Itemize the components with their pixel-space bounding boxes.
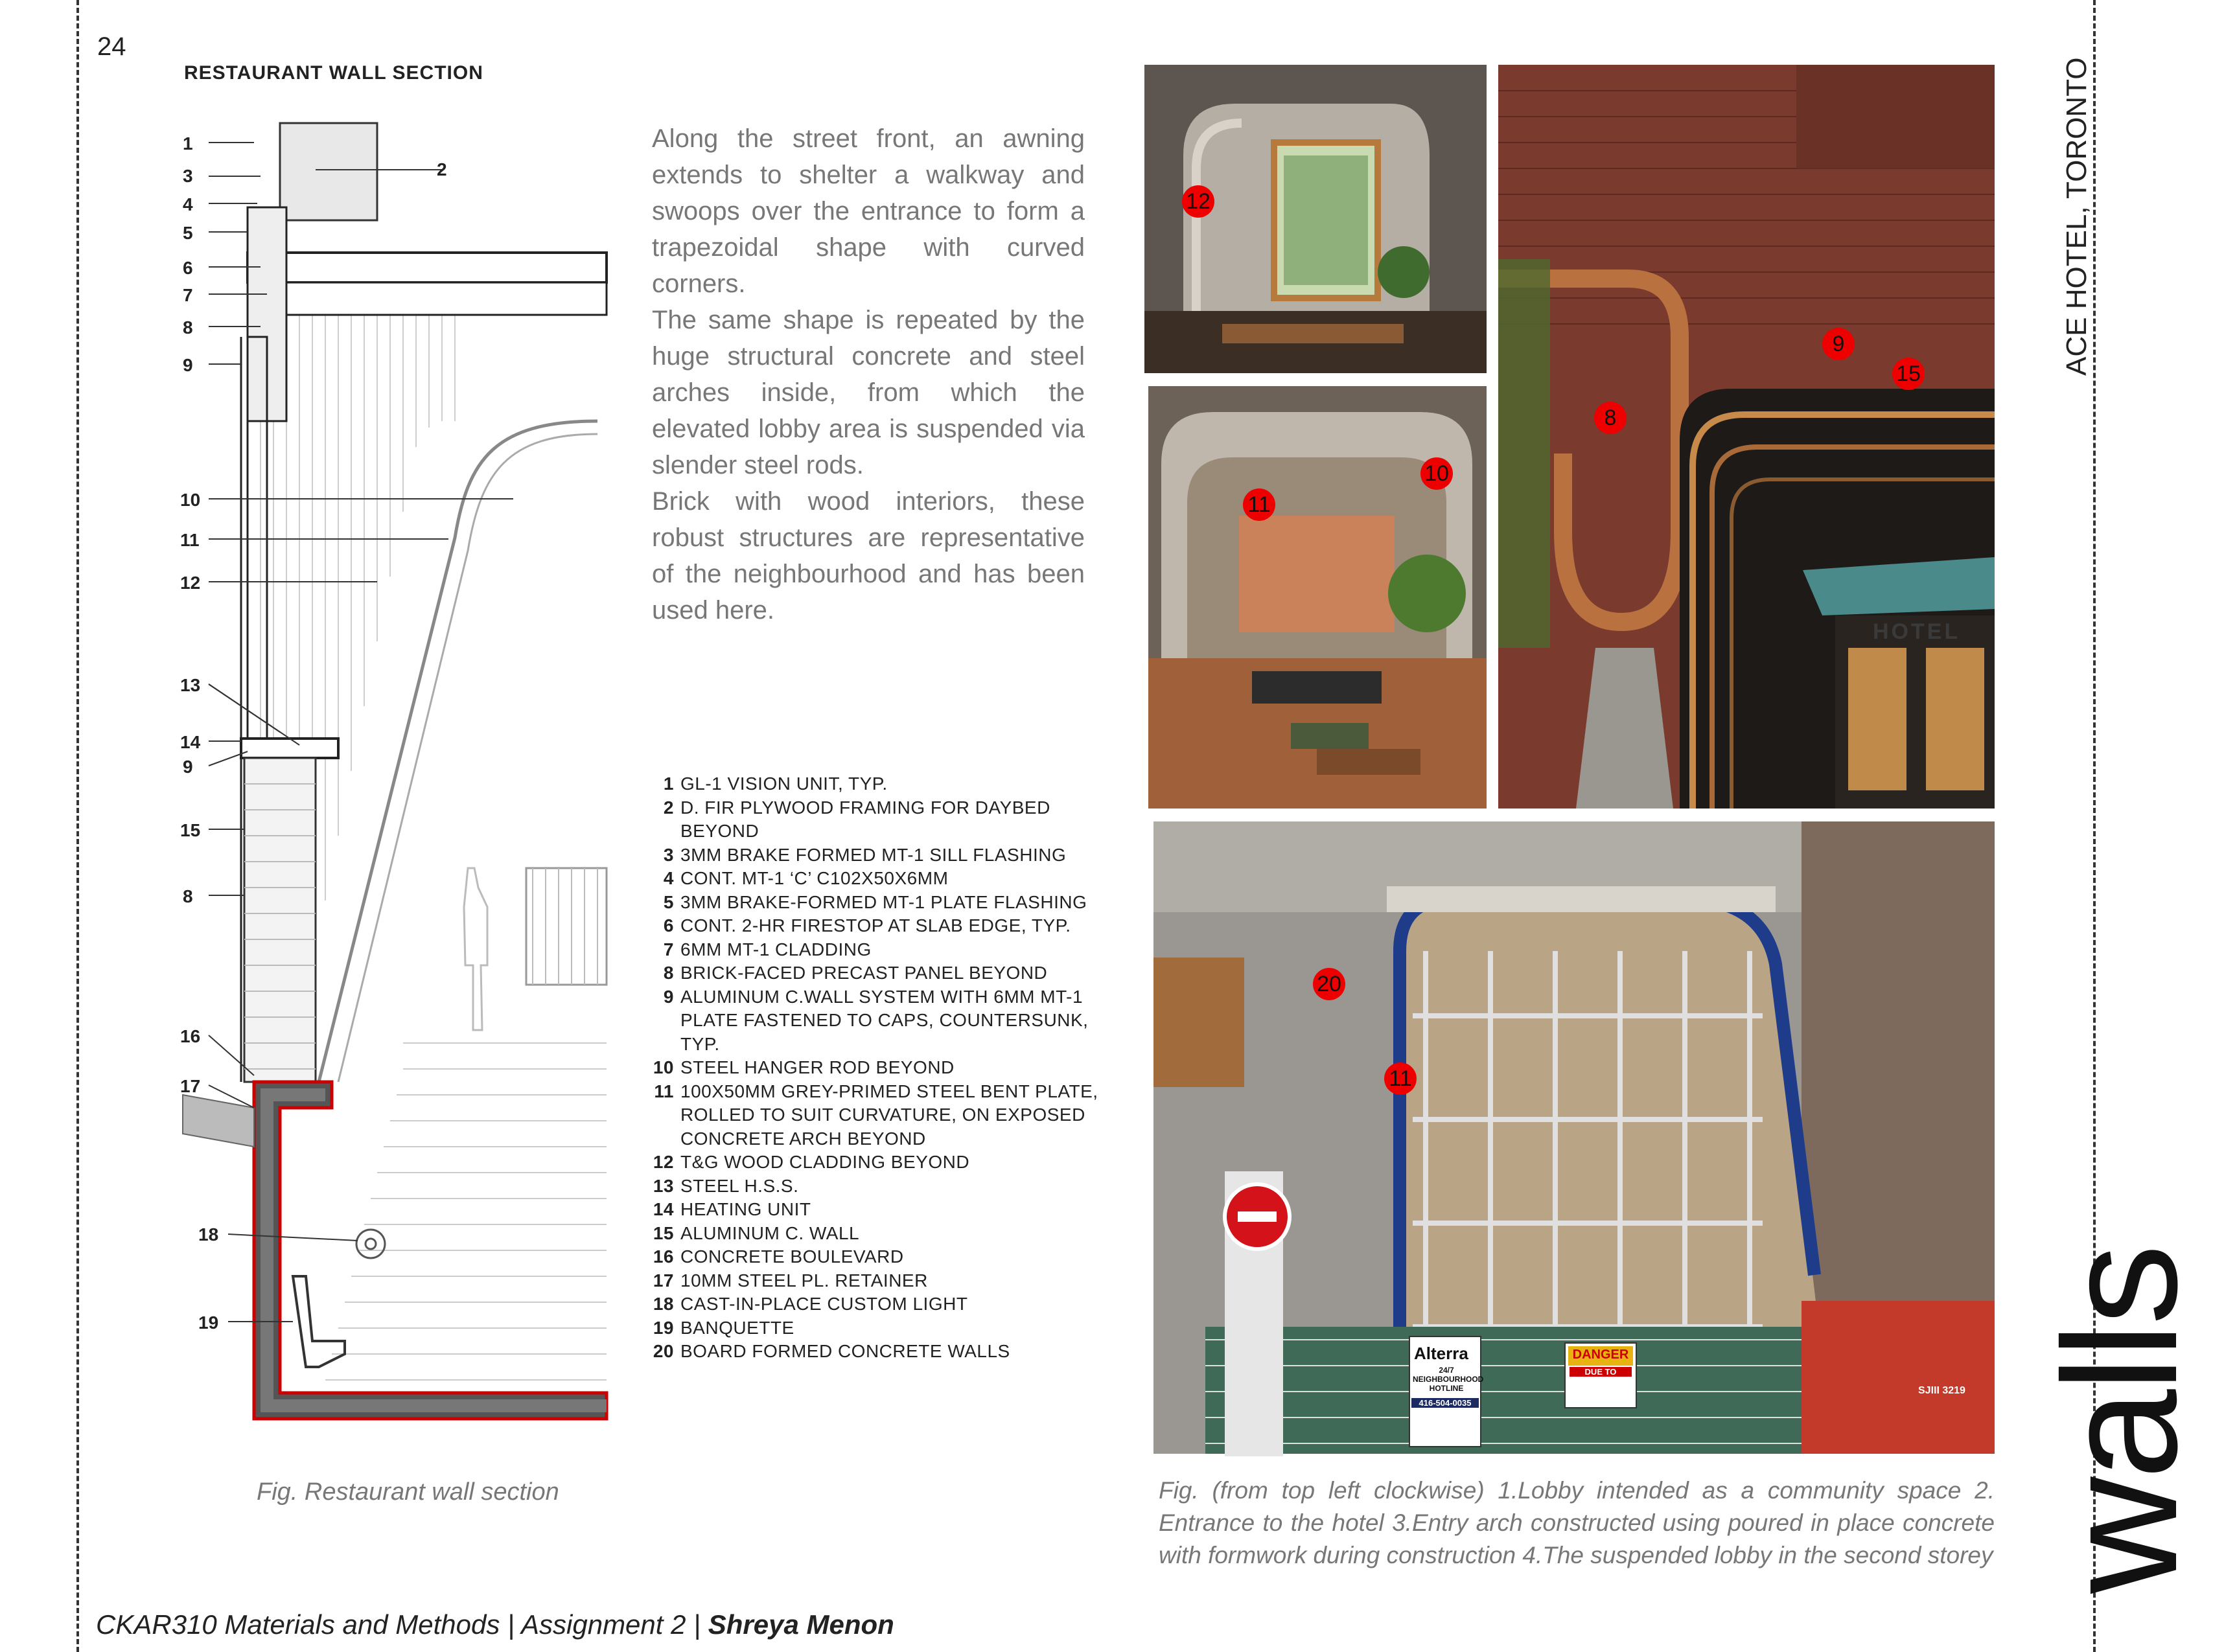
footer xyxy=(96,1609,894,1640)
legend-item: 16 CONCRETE BOULEVARD xyxy=(653,1246,904,1267)
legend-item: 3 3MM BRAKE FORMED MT-1 SILL FLASHING xyxy=(663,844,1067,865)
hotel-sign: HOTEL xyxy=(1873,619,1961,644)
side-title xyxy=(2061,52,2094,389)
callout-12: 12 xyxy=(180,573,201,593)
callout-19: 19 xyxy=(198,1313,219,1333)
photo-marker: 11 xyxy=(1243,488,1275,521)
walls-heading: walls xyxy=(2030,1246,2210,1594)
photo-marker: 9 xyxy=(1822,328,1855,360)
alterra-hotline: 24/7 NEIGHBOURHOOD HOTLINE xyxy=(1413,1366,1484,1393)
legend-item: 18 CAST-IN-PLACE CUSTOM LIGHT xyxy=(653,1294,968,1314)
callout-1: 1 xyxy=(183,133,193,154)
topic-word xyxy=(2015,1192,2210,1600)
footer-author: Shreya Menon xyxy=(708,1609,894,1640)
callout-2: 2 xyxy=(437,159,447,179)
callout-9: 9 xyxy=(183,355,193,375)
danger-sub: DUE TO xyxy=(1570,1367,1632,1377)
legend-item: 5 3MM BRAKE-FORMED MT-1 PLATE FLASHING xyxy=(663,891,1087,912)
callout-16: 16 xyxy=(180,1026,201,1046)
legend-item: 15 ALUMINUM C. WALL xyxy=(653,1222,860,1243)
danger-sign: DANGER xyxy=(1572,1348,1629,1362)
drawing-callouts xyxy=(180,123,248,1367)
legend-item: 10 STEEL HANGER ROD BEYOND xyxy=(653,1057,955,1077)
legend-item: 1 GL-1 VISION UNIT, TYP. xyxy=(663,774,888,794)
callout-8: 8 xyxy=(183,317,193,338)
legend-item: 19 BANQUETTE xyxy=(653,1317,794,1338)
legend-item: 20 BOARD FORMED CONCRETE WALLS xyxy=(653,1341,1010,1361)
legend-item: 2 D. FIR PLYWOOD FRAMING FOR DAYBED BEYOND xyxy=(663,797,1050,841)
legend-item: 8 BRICK-FACED PRECAST PANEL BEYOND xyxy=(663,963,1048,983)
callout-9b: 9 xyxy=(183,757,193,777)
legend-item: 17 10MM STEEL PL. RETAINER xyxy=(653,1270,928,1291)
description-paragraph-3: Brick with wood interiors, these robust structures are representative of the neighbourhood and has been used here. xyxy=(652,487,1085,625)
callout-10: 10 xyxy=(180,490,201,510)
entrance-photo xyxy=(1498,65,1995,809)
construction-photo xyxy=(1153,821,1995,1454)
callout-13: 13 xyxy=(180,675,201,695)
legend-item: 14 HEATING UNIT xyxy=(653,1199,811,1219)
photo-marker: 8 xyxy=(1594,402,1627,434)
legend-item: 12 T&G WOOD CLADDING BEYOND xyxy=(653,1152,970,1172)
legend-item: 9 ALUMINUM C.WALL SYSTEM WITH 6MM MT-1 PLATE FASTENED TO CAPS, COUNTERSUNK, TYP. xyxy=(663,986,1089,1054)
drawing-legend xyxy=(648,772,1102,1364)
page-number: 24 xyxy=(97,32,126,61)
callout-8b: 8 xyxy=(183,886,193,906)
callout-18: 18 xyxy=(198,1224,219,1245)
lounge-photo xyxy=(1148,386,1487,809)
photo-marker: 11 xyxy=(1384,1062,1417,1095)
legend-item: 6 CONT. 2-HR FIRESTOP AT SLAB EDGE, TYP. xyxy=(663,915,1071,935)
alterra-phone: 416-504-0035 xyxy=(1411,1398,1479,1408)
description-text xyxy=(652,120,1085,628)
legend-item: 7 6MM MT-1 CLADDING xyxy=(663,939,872,959)
legend-item: 13 STEEL H.S.S. xyxy=(653,1175,799,1196)
photos-caption: Fig. (from top left clockwise) 1.Lobby intended as a community space 2. Entrance to the hotel 3.Entry arch constructed using poured in place concrete with formwork during construction 4.The suspended lobby in the second storey xyxy=(1159,1477,1995,1568)
description-paragraph-1: Along the street front, an awning extends to shelter a walkway and swoops over the entrance to form a trapezoidal shape with curved corners. xyxy=(652,124,1085,298)
photo-marker: 12 xyxy=(1182,185,1214,218)
legend-item: 11 100X50MM GREY-PRIMED STEEL BENT PLATE, ROLLED TO SUIT CURVATURE, ON EXPOSED CONCRETE ARCH BEYOND xyxy=(654,1081,1098,1149)
photo-marker: 20 xyxy=(1313,968,1345,1000)
callout-15: 15 xyxy=(180,820,201,840)
callout-4: 4 xyxy=(183,194,193,214)
photo-marker: 10 xyxy=(1420,457,1453,490)
callout-7: 7 xyxy=(183,285,193,305)
lift-id: SJIII 3219 xyxy=(1918,1385,1965,1396)
legend-item: 4 CONT. MT-1 ‘C’ C102X50X6MM xyxy=(663,868,949,888)
callout-3: 3 xyxy=(183,166,193,186)
left-dashed-border xyxy=(76,0,79,1652)
callout-17: 17 xyxy=(180,1076,201,1096)
alterra-sign: Alterra xyxy=(1414,1344,1468,1363)
description-paragraph-2: The same shape is repeated by the huge structural concrete and steel arches inside, from which the elevated lobby area is suspended via slender steel rods. xyxy=(652,306,1085,479)
callout-5: 5 xyxy=(183,223,193,243)
callout-14: 14 xyxy=(180,732,201,752)
drawing-title: RESTAURANT WALL SECTION xyxy=(184,62,483,84)
callout-11: 11 xyxy=(180,530,200,550)
lobby-photo xyxy=(1144,65,1487,373)
photo-marker: 15 xyxy=(1892,358,1925,390)
footer-course: CKAR310 Materials and Methods | Assignment 2 | xyxy=(96,1609,708,1640)
drawing-caption: Fig. Restaurant wall section xyxy=(257,1478,559,1506)
callout-6: 6 xyxy=(183,258,193,278)
project-title: ACE HOTEL, TORONTO xyxy=(2061,57,2092,376)
